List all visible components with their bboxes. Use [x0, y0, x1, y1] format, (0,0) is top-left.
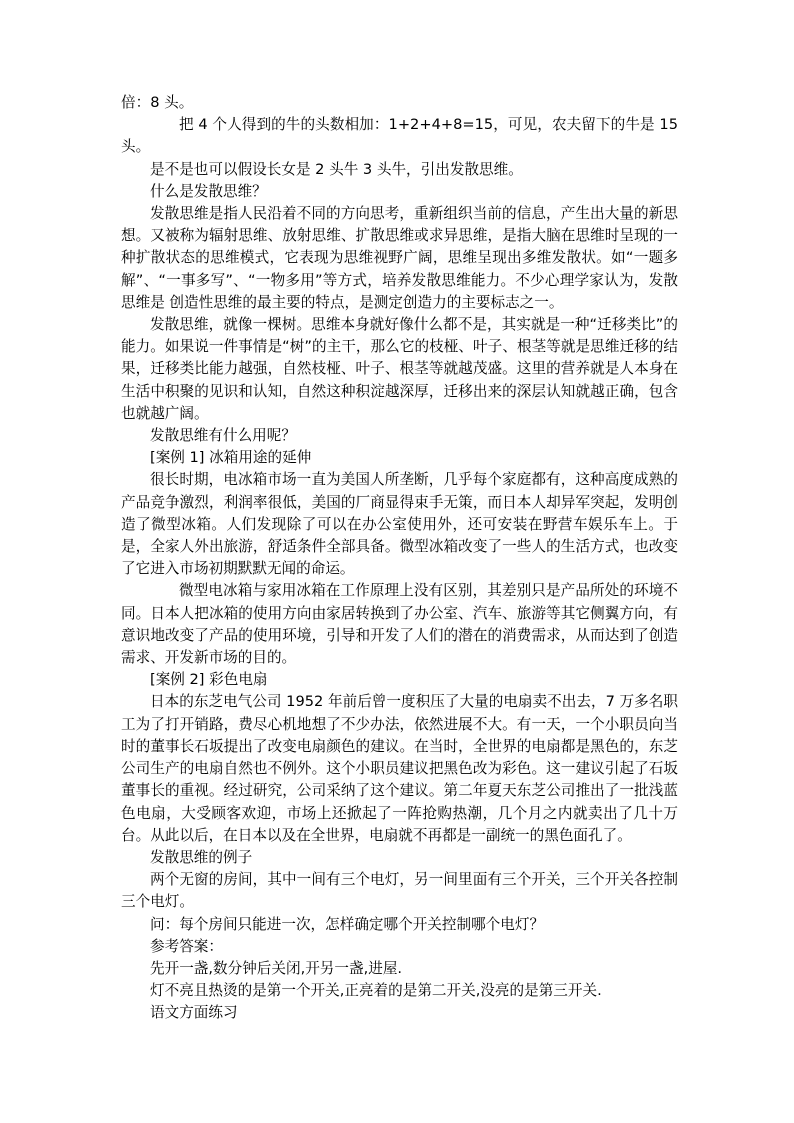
paragraph-answer-step-1: 先开一盏,数分钟后关闭,开另一盏,进屋. — [150, 959, 403, 977]
heading-what-is-divergent-thinking: 什么是发散思维？ — [150, 182, 267, 200]
paragraph-question: 问：每个房间只能进一次，怎样确定哪个开关控制哪个电灯？ — [150, 915, 545, 933]
paragraph-definition: 发散思维是指人民沿着不同的方向思考，重新组织当前的信息，产生出大量的新思想。又被称为辐射思维、放射思维、扩散思维或求异思维，是指大脑在思维时呈现的一种扩散状态的思维模式，它表现为思维视野广阔，思维呈现出多维发散状。如“一题多解”、“一事多写”、“一物多用”等方式，培养发散思维能力。不少心理学家认为，发散思维是 创造性思维的最主要的特点，是测定创造力的主要标志之一。 — [121, 205, 678, 311]
heading-chinese-exercise: 语文方面练习 — [150, 1004, 238, 1022]
paragraph-fridge-analysis: 微型电冰箱与家用冰箱在工作原理上没有区别，其差别只是产品所处的环境不同。日本人把冰箱的使用方向由家居转换到了办公室、汽车、旅游等其它侧翼方向，有意识地改变了产品的使用环境，引导和开发了人们的潜在的消费需求，从而达到了创造需求、开发新市场的目的。 — [121, 582, 678, 667]
paragraph-assumption: 是不是也可以假设长女是 2 头牛 3 头牛，引出发散思维。 — [150, 160, 523, 178]
paragraph-answer-step-2: 灯不亮且热烫的是第一个开关,正亮着的是第二开关,没亮的是第三开关. — [150, 982, 602, 1000]
paragraph-fridge-story: 很长时期，电冰箱市场一直为美国人所垄断，几乎每个家庭都有，这种高度成熟的产品竞争激烈，利润率很低，美国的厂商显得束手无策，而日本人却异军突起，发明创造了微型冰箱。人们发现除了可以在办公室使用外，还可安装在野营车娱乐车上。于是，全家人外出旅游，舒适条件全部具备。微型冰箱改变了一些人的生活方式，也改变了它进入市场初期默默无闻的命运。 — [121, 471, 678, 578]
heading-use-of-divergent-thinking: 发散思维有什么用呢？ — [150, 427, 296, 445]
heading-reference-answer: 参考答案： — [150, 937, 223, 955]
heading-example: 发散思维的例子 — [150, 848, 253, 866]
paragraph-puzzle: 两个无窗的房间，其中一间有三个电灯，另一间里面有三个开关，三个开关各控制三个电灯。 — [121, 871, 678, 911]
heading-case-2: [案例 2] 彩色电扇 — [150, 671, 268, 689]
paragraph-cow-sum: 把 4 个人得到的牛的头数相加：1+2+4+8=15，可见，农夫留下的牛是 15 头。 — [121, 116, 678, 156]
document-page — [121, 92, 678, 1025]
heading-case-1: [案例 1] 冰箱用途的延伸 — [150, 449, 312, 467]
paragraph-ratio-end: 倍：8 头。 — [121, 94, 194, 111]
paragraph-fan-story: 日本的东芝电气公司 1952 年前后曾一度积压了大量的电扇卖不出去，7 万多名职工为了打开销路，费尽心机地想了不少办法，依然进展不大。有一天，一个小职员向当时的董事长石坂提出了改变电扇颜色的建议。在当时，全世界的电扇都是黑色的，东芝公司生产的电扇自然也不例外。这个小职员建议把黑色改为彩色。这一建议引起了石坂董事长的重视。经过研究，公司采纳了这个建议。第二年夏天东芝公司推出了一批浅蓝色电扇，大受顾客欢迎，市场上还掀起了一阵抢购热潮，几个月之内就卖出了几十万台。从此以后，在日本以及在全世界，电扇就不再都是一副统一的黑色面孔了。 — [121, 693, 678, 844]
paragraph-tree-analogy: 发散思维，就像一棵树。思维本身就好像什么都不是，其实就是一种“迁移类比”的能力。如果说一件事情是“树”的主干，那么它的枝桠、叶子、根茎等就是思维迁移的结果，迁移类比能力越强，自然枝桠、叶子、根茎等就越茂盛。这里的营养就是人本身在生活中积聚的见识和认知，自然这种积淀越深厚，迁移出来的深层认知就越正确，包含也就越广阔。 — [121, 316, 678, 422]
